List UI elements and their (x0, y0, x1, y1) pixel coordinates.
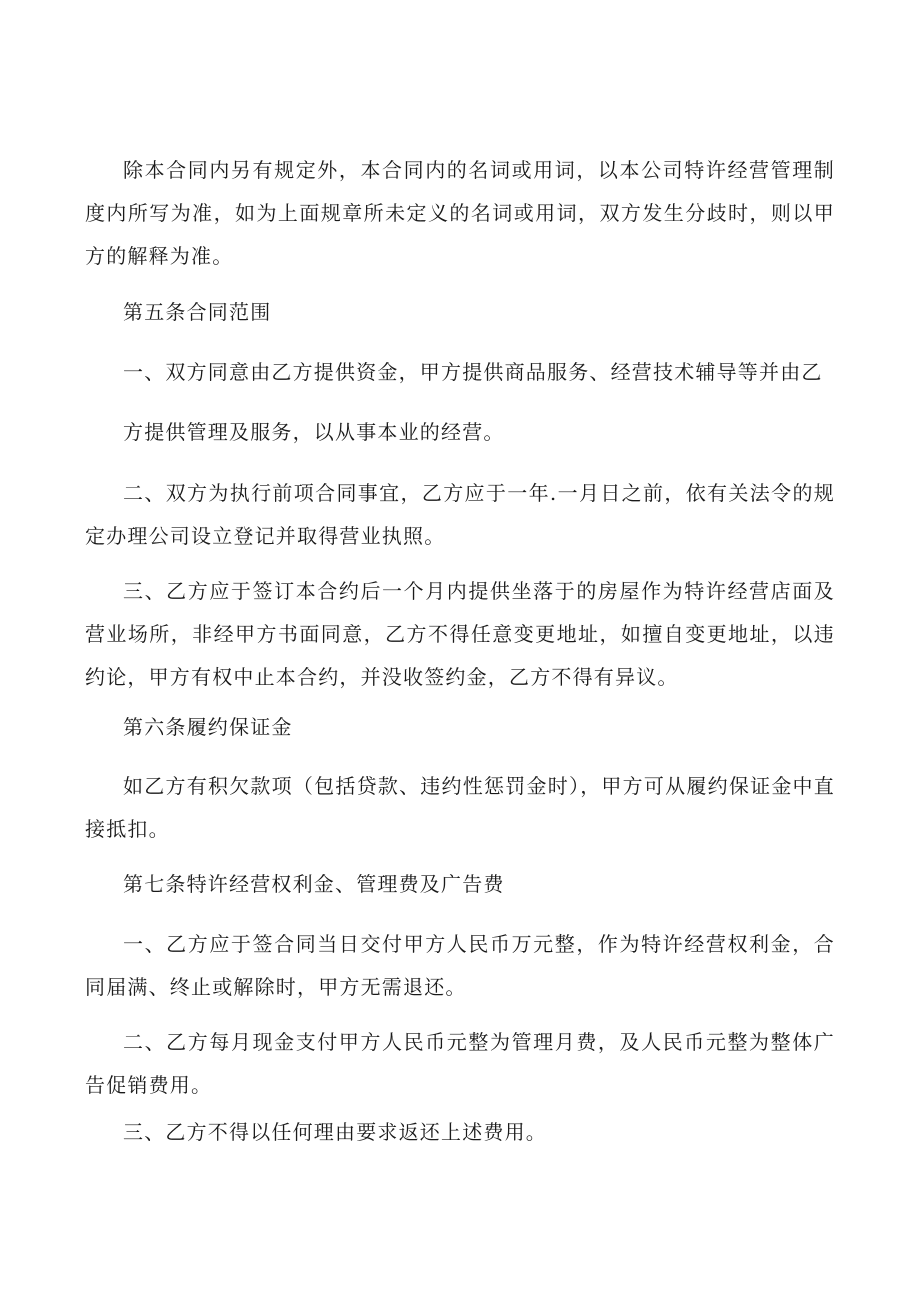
paragraph-scope-2: 二、双方为执行前项合同事宜，乙方应于一年.一月日之前，依有关法令的规定办理公司设立登记并取得营业执照。 (85, 481, 835, 548)
paragraph-fee-2: 二、乙方每月现金支付甲方人民币元整为管理月费，及人民币元整为整体广告促销费用。 (85, 1030, 835, 1097)
paragraph-definitions: 除本合同内另有规定外，本合同内的名词或用词，以本公司特许经营管理制度内所写为准，如为上面规章所未定义的名词或用词，双方发生分歧时，则以甲方的解释为准。 (85, 158, 835, 268)
heading-article-6: 第六条履约保证金 (123, 715, 293, 739)
paragraph-scope-1: 一、双方同意由乙方提供资金，甲方提供商品服务、经营技术辅导等并由乙 (123, 360, 823, 384)
paragraph-deposit: 如乙方有积欠款项（包括贷款、违约性惩罚金时），甲方可从履约保证金中直接抵扣。 (85, 774, 835, 841)
paragraph-scope-1-continued: 方提供管理及服务，以从事本业的经营。 (123, 420, 505, 444)
paragraph-scope-3: 三、乙方应于签订本合约后一个月内提供坐落于的房屋作为特许经营店面及营业场所，非经甲方书面同意，乙方不得任意变更地址，如擅自变更地址，以违约论，甲方有权中止本合约，并没收签约金，乙方不得有异议。 (85, 579, 835, 689)
heading-article-7: 第七条特许经营权利金、管理费及广告费 (123, 872, 505, 896)
paragraph-fee-1: 一、乙方应于签合同当日交付甲方人民币万元整，作为特许经营权利金，合同届满、终止或解除时，甲方无需退还。 (85, 932, 835, 999)
paragraph-fee-3: 三、乙方不得以任何理由要求返还上述费用。 (123, 1120, 547, 1144)
heading-article-5: 第五条合同范围 (123, 300, 272, 324)
